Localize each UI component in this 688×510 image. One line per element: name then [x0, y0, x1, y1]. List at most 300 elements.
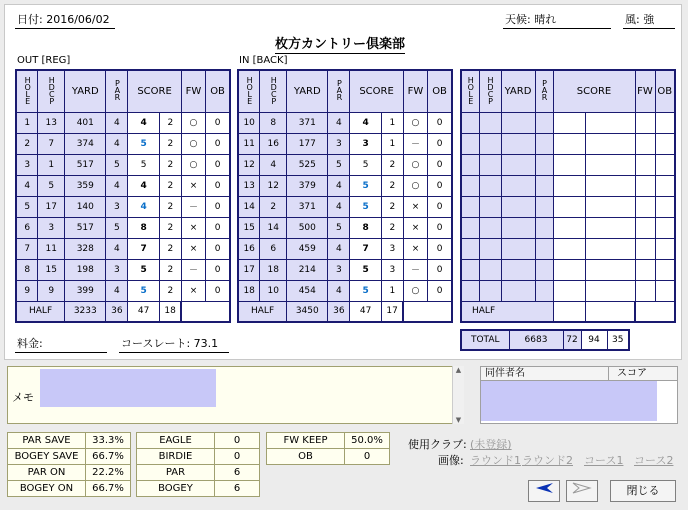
stat-save-label: PAR ON — [8, 465, 86, 481]
in-yard: 459 — [287, 238, 328, 259]
in-putts: 3 — [381, 238, 403, 259]
table-row — [238, 175, 452, 196]
out-putts: 2 — [159, 112, 181, 133]
out-header-hole — [16, 70, 38, 112]
out-yard: 374 — [65, 133, 106, 154]
third-cell — [635, 217, 655, 238]
third-cell — [655, 175, 675, 196]
third-cell — [553, 280, 586, 301]
next-button[interactable] — [566, 480, 598, 502]
stat-save-value: 33.3% — [86, 433, 131, 449]
third-cell — [655, 154, 675, 175]
in-ob: 0 — [428, 238, 452, 259]
out-hole: 4 — [16, 175, 38, 196]
out-ob: 0 — [206, 175, 230, 196]
third-cell — [535, 133, 553, 154]
out-half-label: HALF — [16, 301, 65, 322]
third-header-hole-text: HOLE — [466, 75, 476, 104]
out-ob: 0 — [206, 196, 230, 217]
out-yard: 140 — [65, 196, 106, 217]
table-row — [16, 238, 230, 259]
third-cell — [535, 154, 553, 175]
third-cell — [655, 280, 675, 301]
total-label: TOTAL — [461, 330, 509, 350]
third-cell — [655, 196, 675, 217]
out-half-score: 47 — [128, 301, 160, 322]
out-label: OUT [REG] — [17, 55, 71, 66]
stat-score-value: 6 — [215, 465, 260, 481]
stat-score-value: 6 — [215, 481, 260, 497]
total-putts: 35 — [607, 330, 629, 350]
table-row — [238, 112, 452, 133]
stats-fw-table — [266, 432, 390, 465]
total-par: 72 — [563, 330, 581, 350]
memo-panel — [7, 366, 464, 424]
out-par: 4 — [106, 175, 128, 196]
out-hdcp: 5 — [38, 175, 65, 196]
table-row — [461, 238, 675, 259]
out-ob: 0 — [206, 280, 230, 301]
in-fw: ○ — [403, 280, 427, 301]
table-row — [238, 196, 452, 217]
third-half-putts — [586, 301, 635, 322]
out-putts: 2 — [159, 175, 181, 196]
in-score: 8 — [350, 217, 382, 238]
out-fw: － — [181, 196, 205, 217]
out-par: 3 — [106, 196, 128, 217]
out-score: 4 — [128, 175, 160, 196]
in-ob: 0 — [428, 196, 452, 217]
in-hole: 12 — [238, 154, 260, 175]
in-half-yard: 3450 — [287, 301, 328, 322]
in-hdcp: 14 — [260, 217, 287, 238]
third-half-blank — [635, 301, 675, 322]
third-cell — [635, 133, 655, 154]
third-cell — [553, 238, 586, 259]
scorecard — [4, 4, 682, 360]
out-header-par-text: PAR — [112, 79, 122, 101]
stat-score-label: EAGLE — [137, 433, 215, 449]
in-putts: 1 — [381, 133, 403, 154]
table-row — [461, 175, 675, 196]
in-putts: 1 — [381, 280, 403, 301]
club-label: 使用クラブ: — [408, 438, 467, 451]
third-cell — [501, 238, 535, 259]
out-ob: 0 — [206, 154, 230, 175]
club-link[interactable]: (未登録) — [470, 438, 512, 451]
third-cell — [586, 259, 635, 280]
third-cell — [535, 217, 553, 238]
in-yard: 454 — [287, 280, 328, 301]
in-par: 5 — [328, 217, 350, 238]
out-par: 4 — [106, 238, 128, 259]
third-cell — [655, 217, 675, 238]
out-half-putts: 18 — [159, 301, 181, 322]
in-half-score: 47 — [350, 301, 382, 322]
out-score: 4 — [128, 112, 160, 133]
out-fw: ○ — [181, 112, 205, 133]
table-row — [461, 112, 675, 133]
out-fw: × — [181, 280, 205, 301]
third-cell — [535, 175, 553, 196]
table-row — [16, 217, 230, 238]
image-link-round1[interactable]: ラウンド1 — [470, 454, 521, 467]
in-par: 3 — [328, 259, 350, 280]
out-yard: 198 — [65, 259, 106, 280]
out-header-hole-text: HOLE — [23, 75, 33, 104]
table-row — [238, 238, 452, 259]
third-cell — [655, 259, 675, 280]
out-hole: 9 — [16, 280, 38, 301]
third-cell — [535, 238, 553, 259]
scroll-down-icon[interactable]: ▼ — [455, 416, 462, 424]
third-cell — [635, 175, 655, 196]
third-cell — [586, 217, 635, 238]
in-hole: 13 — [238, 175, 260, 196]
in-header-par — [328, 70, 350, 112]
stat-score-value: 0 — [215, 449, 260, 465]
third-cell — [635, 238, 655, 259]
in-hole: 18 — [238, 280, 260, 301]
third-cell — [479, 259, 501, 280]
in-score: 5 — [350, 154, 382, 175]
stat-save-value: 66.7% — [86, 449, 131, 465]
in-putts: 2 — [381, 217, 403, 238]
out-hole: 2 — [16, 133, 38, 154]
table-row — [16, 175, 230, 196]
out-putts: 2 — [159, 259, 181, 280]
out-par: 3 — [106, 259, 128, 280]
third-cell — [535, 280, 553, 301]
third-cell — [461, 280, 479, 301]
out-yard: 328 — [65, 238, 106, 259]
third-cell — [635, 154, 655, 175]
memo-scrollbar[interactable] — [452, 366, 464, 424]
out-hole: 1 — [16, 112, 38, 133]
in-ob: 0 — [428, 175, 452, 196]
out-fw: × — [181, 217, 205, 238]
third-header-yard: YARD — [501, 70, 535, 112]
in-score: 5 — [350, 196, 382, 217]
stat-save-value: 66.7% — [86, 481, 131, 497]
stat-score-label: BOGEY — [137, 481, 215, 497]
table-row — [461, 280, 675, 301]
out-score: 5 — [128, 133, 160, 154]
out-hole: 5 — [16, 196, 38, 217]
out-header-yard: YARD — [65, 70, 106, 112]
memo-label: メモ — [12, 391, 34, 404]
out-ob: 0 — [206, 133, 230, 154]
table-row — [461, 196, 675, 217]
in-ob: 0 — [428, 217, 452, 238]
out-header-hdcp-text: HDCP — [47, 75, 57, 104]
out-fw: － — [181, 259, 205, 280]
table-row — [461, 133, 675, 154]
in-fw: － — [403, 133, 427, 154]
in-par: 4 — [328, 112, 350, 133]
out-hole: 3 — [16, 154, 38, 175]
out-ob: 0 — [206, 238, 230, 259]
table-row — [461, 154, 675, 175]
out-half-yard: 3233 — [65, 301, 106, 322]
stat-fw-value: 50.0% — [345, 433, 390, 449]
out-par: 5 — [106, 217, 128, 238]
in-hole: 15 — [238, 217, 260, 238]
third-cell — [479, 154, 501, 175]
in-yard: 371 — [287, 112, 328, 133]
in-fw: ○ — [403, 175, 427, 196]
out-score: 4 — [128, 196, 160, 217]
out-hdcp: 11 — [38, 238, 65, 259]
third-cell — [553, 133, 586, 154]
out-header-fw: FW — [181, 70, 205, 112]
out-half-par: 36 — [106, 301, 128, 322]
out-fw: × — [181, 238, 205, 259]
in-hdcp: 4 — [260, 154, 287, 175]
table-row — [16, 133, 230, 154]
table-row — [16, 154, 230, 175]
stat-save-value: 22.2% — [86, 465, 131, 481]
in-par: 4 — [328, 175, 350, 196]
in-header-hdcp-text: HDCP — [269, 75, 279, 104]
third-cell — [461, 196, 479, 217]
in-par: 5 — [328, 154, 350, 175]
in-fw: ○ — [403, 154, 427, 175]
arrow-right-icon — [571, 481, 593, 495]
out-yard: 401 — [65, 112, 106, 133]
out-hdcp: 9 — [38, 280, 65, 301]
table-row — [238, 133, 452, 154]
in-half-label: HALF — [238, 301, 287, 322]
fee-field[interactable]: 料金: — [15, 337, 107, 353]
in-label: IN [BACK] — [239, 55, 288, 66]
in-half-blank — [403, 301, 452, 322]
out-hole: 7 — [16, 238, 38, 259]
third-cell — [553, 259, 586, 280]
out-hdcp: 7 — [38, 133, 65, 154]
companion-rows[interactable] — [481, 381, 657, 421]
third-cell — [501, 154, 535, 175]
in-score: 5 — [350, 259, 382, 280]
total-table — [460, 329, 630, 351]
out-hole: 6 — [16, 217, 38, 238]
in-yard: 500 — [287, 217, 328, 238]
third-cell — [655, 133, 675, 154]
in-ob: 0 — [428, 112, 452, 133]
out-fw: × — [181, 175, 205, 196]
in-par: 3 — [328, 133, 350, 154]
third-cell — [586, 238, 635, 259]
table-row — [461, 217, 675, 238]
out-header-ob: OB — [206, 70, 230, 112]
in-par: 4 — [328, 280, 350, 301]
in-half-par: 36 — [328, 301, 350, 322]
third-cell — [535, 259, 553, 280]
third-cell — [586, 112, 635, 133]
in-score-table — [237, 69, 453, 323]
wind-field[interactable]: 風: 強 — [623, 13, 675, 29]
stat-save-label: PAR SAVE — [8, 433, 86, 449]
in-par: 4 — [328, 196, 350, 217]
in-header-hole-text: HOLE — [245, 75, 255, 104]
third-header-hdcp — [479, 70, 501, 112]
in-yard: 525 — [287, 154, 328, 175]
memo-input[interactable] — [40, 369, 216, 407]
in-header-score: SCORE — [350, 70, 403, 112]
in-header-hdcp — [260, 70, 287, 112]
in-yard: 177 — [287, 133, 328, 154]
third-cell — [479, 238, 501, 259]
out-hdcp: 3 — [38, 217, 65, 238]
stats-score-table — [136, 432, 260, 497]
third-cell — [553, 112, 586, 133]
out-ob: 0 — [206, 217, 230, 238]
image-link-course2[interactable]: コース2 — [634, 454, 674, 467]
in-hdcp: 12 — [260, 175, 287, 196]
third-cell — [461, 217, 479, 238]
in-hole: 11 — [238, 133, 260, 154]
third-header-fw: FW — [635, 70, 655, 112]
third-cell — [479, 133, 501, 154]
in-putts: 2 — [381, 196, 403, 217]
third-score-table — [460, 69, 676, 323]
third-cell — [461, 238, 479, 259]
out-score: 5 — [128, 154, 160, 175]
third-cell — [553, 175, 586, 196]
table-row — [16, 196, 230, 217]
in-hole: 17 — [238, 259, 260, 280]
table-row — [238, 280, 452, 301]
third-cell — [635, 112, 655, 133]
close-button[interactable]: 閉じる — [610, 480, 676, 502]
stat-fw-label: FW KEEP — [267, 433, 345, 449]
companion-name-header[interactable]: 同伴者名 — [481, 367, 609, 380]
out-par: 4 — [106, 133, 128, 154]
third-header-hole — [461, 70, 479, 112]
third-cell — [501, 217, 535, 238]
out-half-blank — [181, 301, 230, 322]
out-hdcp: 13 — [38, 112, 65, 133]
out-par: 4 — [106, 280, 128, 301]
in-yard: 371 — [287, 196, 328, 217]
in-score: 7 — [350, 238, 382, 259]
in-putts: 2 — [381, 154, 403, 175]
out-par: 4 — [106, 112, 128, 133]
third-cell — [655, 238, 675, 259]
image-link-round2[interactable]: ラウンド2 — [522, 454, 573, 467]
out-putts: 2 — [159, 133, 181, 154]
arrow-left-icon — [533, 481, 555, 495]
out-yard: 517 — [65, 217, 106, 238]
date-field[interactable]: 日付: 2016/06/02 — [15, 13, 115, 29]
stat-save-label: BOGEY ON — [8, 481, 86, 497]
companion-score-header[interactable]: スコア — [617, 368, 647, 379]
stat-save-label: BOGEY SAVE — [8, 449, 86, 465]
out-header-score: SCORE — [128, 70, 181, 112]
third-cell — [586, 175, 635, 196]
in-fw: × — [403, 217, 427, 238]
in-putts: 2 — [381, 175, 403, 196]
in-hole: 10 — [238, 112, 260, 133]
third-cell — [461, 154, 479, 175]
out-header-hdcp — [38, 70, 65, 112]
scroll-up-icon[interactable]: ▲ — [455, 366, 462, 374]
in-yard: 379 — [287, 175, 328, 196]
out-yard: 359 — [65, 175, 106, 196]
third-cell — [553, 154, 586, 175]
third-header-ob: OB — [655, 70, 675, 112]
table-row — [16, 112, 230, 133]
image-link-course1[interactable]: コース1 — [584, 454, 624, 467]
image-label: 画像: — [438, 454, 464, 467]
third-half-label: HALF — [461, 301, 553, 322]
table-row — [238, 154, 452, 175]
in-fw: － — [403, 259, 427, 280]
out-yard: 517 — [65, 154, 106, 175]
out-hdcp: 1 — [38, 154, 65, 175]
third-cell — [635, 259, 655, 280]
third-cell — [461, 133, 479, 154]
out-ob: 0 — [206, 259, 230, 280]
out-putts: 2 — [159, 238, 181, 259]
third-cell — [586, 280, 635, 301]
out-putts: 2 — [159, 196, 181, 217]
in-hdcp: 10 — [260, 280, 287, 301]
table-row — [461, 259, 675, 280]
third-cell — [501, 259, 535, 280]
third-cell — [535, 196, 553, 217]
out-hdcp: 17 — [38, 196, 65, 217]
in-half-putts: 17 — [381, 301, 403, 322]
out-score-table — [15, 69, 231, 323]
in-fw: × — [403, 238, 427, 259]
third-cell — [535, 112, 553, 133]
stat-score-label: PAR — [137, 465, 215, 481]
in-par: 4 — [328, 238, 350, 259]
in-fw: ○ — [403, 112, 427, 133]
in-hole: 14 — [238, 196, 260, 217]
in-score: 4 — [350, 112, 382, 133]
out-ob: 0 — [206, 112, 230, 133]
in-header-fw: FW — [403, 70, 427, 112]
in-putts: 3 — [381, 259, 403, 280]
third-cell — [479, 175, 501, 196]
stat-score-label: BIRDIE — [137, 449, 215, 465]
prev-button[interactable] — [528, 480, 560, 502]
third-cell — [479, 217, 501, 238]
in-header-yard: YARD — [287, 70, 328, 112]
weather-field[interactable]: 天候: 晴れ — [503, 13, 611, 29]
table-row — [16, 280, 230, 301]
in-hdcp: 18 — [260, 259, 287, 280]
third-cell — [586, 154, 635, 175]
course-rate-field[interactable]: コースレート: 73.1 — [119, 337, 229, 353]
in-header-par-text: PAR — [334, 79, 344, 101]
third-cell — [501, 196, 535, 217]
in-score: 5 — [350, 175, 382, 196]
in-hdcp: 16 — [260, 133, 287, 154]
third-header-par — [535, 70, 553, 112]
third-cell — [501, 175, 535, 196]
third-cell — [501, 112, 535, 133]
out-putts: 2 — [159, 217, 181, 238]
companion-list[interactable] — [480, 366, 678, 424]
in-score: 3 — [350, 133, 382, 154]
table-row — [16, 259, 230, 280]
third-header-hdcp-text: HDCP — [486, 75, 495, 104]
third-cell — [635, 280, 655, 301]
out-score: 8 — [128, 217, 160, 238]
